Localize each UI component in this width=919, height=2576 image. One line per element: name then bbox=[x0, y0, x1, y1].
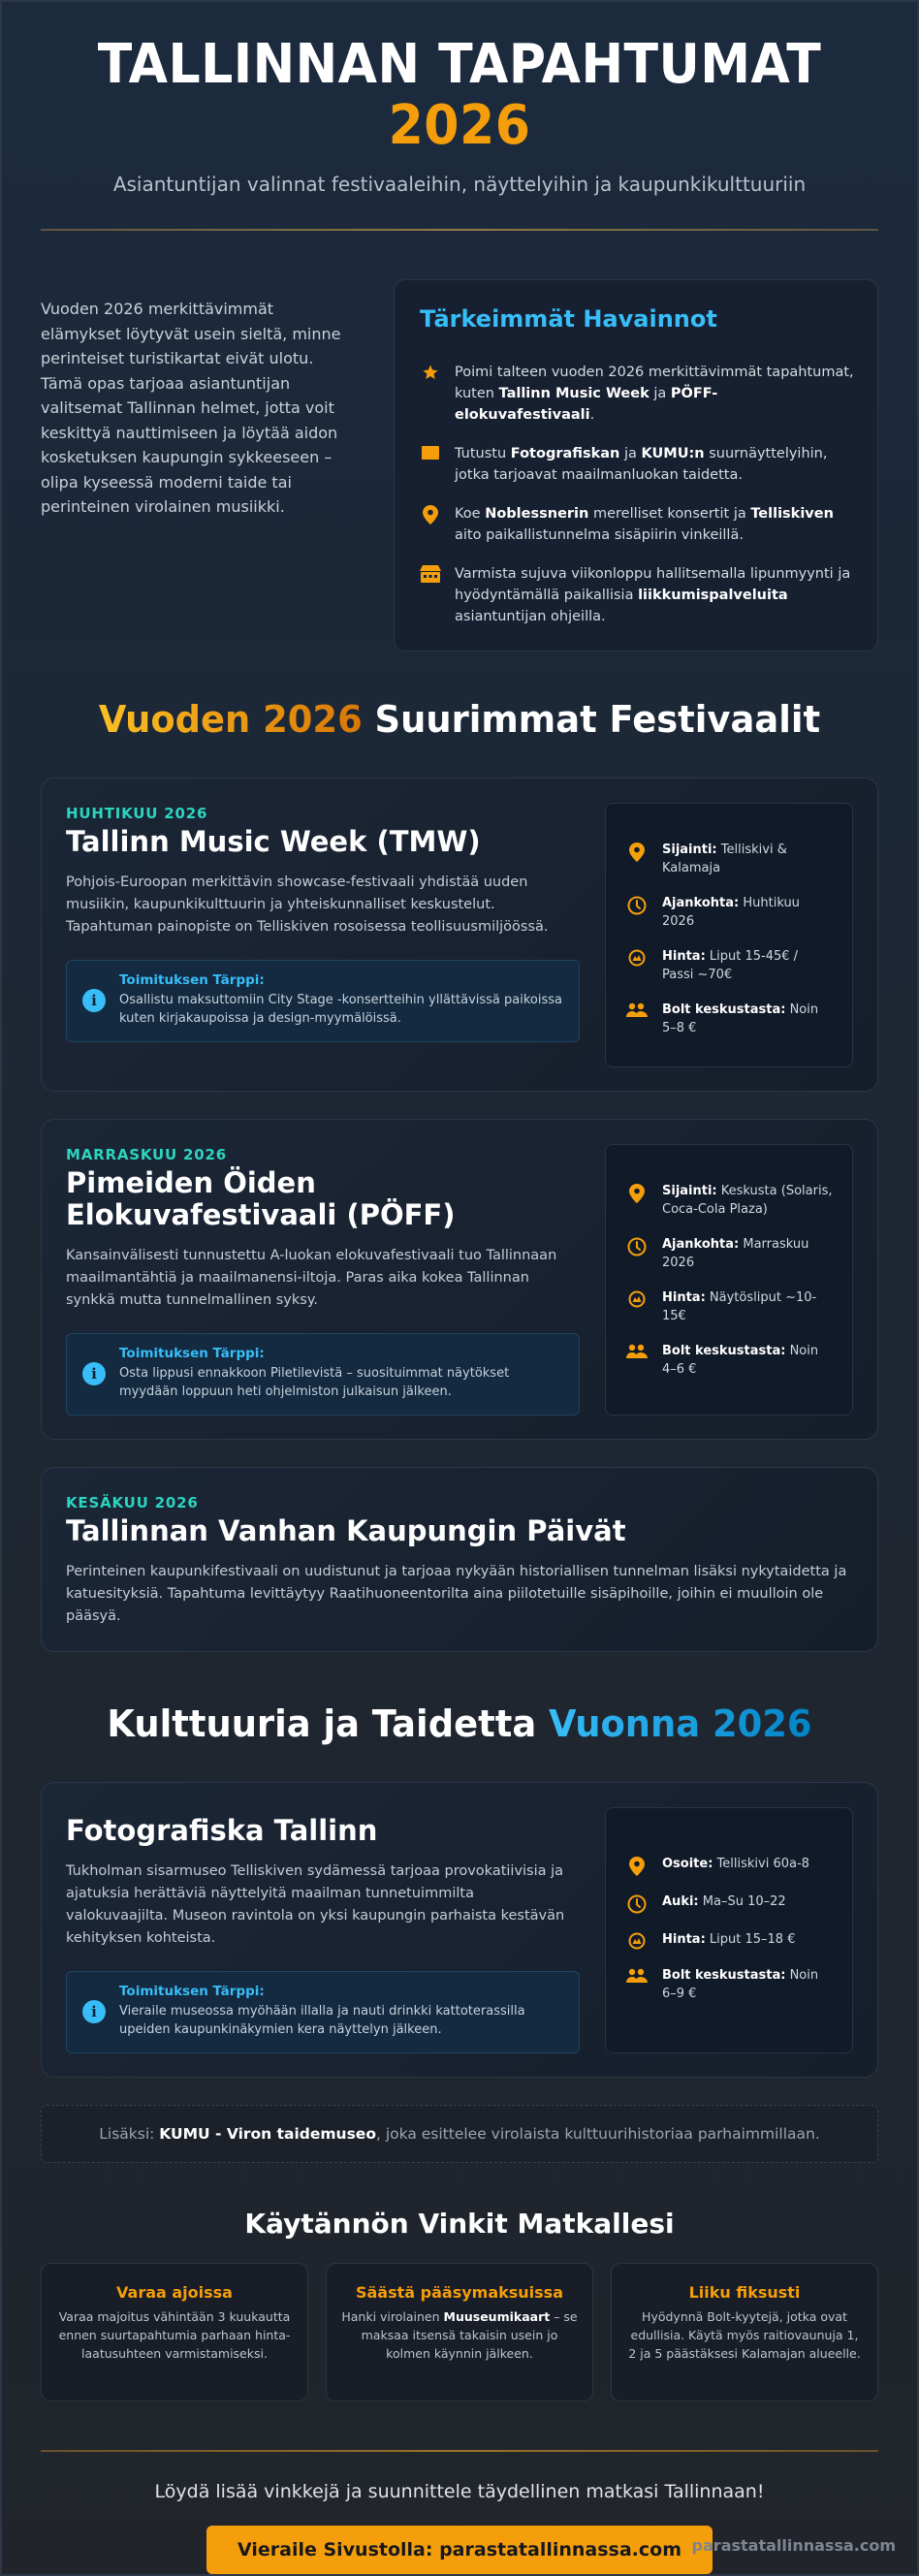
editor-tip bbox=[66, 1971, 580, 2053]
highlight-item: Koe Noblessnerin merelliset konsertit ja Telliskiven aito paikallistunnelma sisäpiirin vinkeillä. bbox=[420, 503, 854, 546]
clock-icon bbox=[625, 1892, 649, 1914]
event-facts-panel bbox=[605, 1144, 853, 1415]
event-title: Pimeiden Öiden Elokuvafestivaali (PÖFF) bbox=[66, 1166, 456, 1231]
culture-description: Tukholman sisarmuseo Telliskiven sydämessä tarjoaa provokatiivisia ja ajatuksia herättäviä näyttelyitä maailman tunnetuimmilta valokuvaajilta. Museon ravintola on yksi kaupungin parhaista kestävän kehityksen kohteista. bbox=[66, 1863, 565, 1946]
tip-text: Vieraile museossa myöhään illalla ja nauti drinkki kattoterassilla upeiden kaupunkinäkymien kera näyttelyn jälkeen. bbox=[119, 2004, 525, 2037]
page-title-text: TALLINNAN TAPAHTUMAT bbox=[97, 33, 822, 96]
page bbox=[2, 2, 917, 2574]
footer-divider bbox=[41, 2450, 878, 2452]
tip-label: Toimituksen Tärppi: bbox=[119, 972, 265, 988]
tip-text: Osallistu maksuttomiin City Stage -konsertteihin yllättävissä paikoissa kuten kirjakaupoissa ja design-myymälöissä. bbox=[119, 993, 562, 1026]
event-card-poff bbox=[41, 1119, 878, 1440]
intro-text: Vuoden 2026 merkittävimmät elämykset löytyvät usein sieltä, minne perinteiset turistikartat eivät ulotu. Tämä opas tarjoaa asiantuntijan valitsemat Tallinnan helmet, jotta voit keskittyä nauttimiseen ja löytää aidon kosketuksen kaupungin sykkeeseen – olipa kyseessä moderni taide tai perinteinen virolainen musiikki. bbox=[41, 300, 341, 516]
tip-card-text: Hanki virolainen Muuseumikaart – se maksaa itsensä takaisin usein jo kolmen käynnin jälkeen. bbox=[341, 2309, 578, 2361]
key-highlights-box bbox=[394, 279, 878, 652]
event-facts-panel bbox=[605, 803, 853, 1067]
clock-icon bbox=[625, 894, 649, 931]
event-date: MARRASKUU 2026 bbox=[66, 1146, 227, 1163]
gallery-icon bbox=[420, 443, 441, 486]
culture-section-title: Kulttuuria ja Taidetta Vuonna 2026 bbox=[107, 1702, 812, 1745]
info-icon: i bbox=[82, 1362, 106, 1385]
users-icon bbox=[625, 1001, 649, 1037]
culture-card-fotografiska bbox=[41, 1782, 878, 2078]
tip-card-text: Varaa majoitus vähintään 3 kuukautta ennen suurtapahtumia parhaan hinta-laatusuhteen varmistamiseksi. bbox=[58, 2309, 291, 2361]
fact-opening-hours: Auki: Ma–Su 10–22 bbox=[625, 1892, 833, 1914]
tip-card-text: Hyödynnä Bolt-kyytejä, jotka ovat edullisia. Käytä myös raitiovaunuja 1, 2 ja 5 päästäksesi Kalamajan alueelle. bbox=[628, 2309, 861, 2361]
event-card-old-town-days bbox=[41, 1467, 878, 1652]
tip-label: Toimituksen Tärppi: bbox=[119, 1984, 265, 1999]
tip-card-title: Säästä pääsymaksuissa bbox=[355, 2283, 563, 2302]
event-date: HUHTIKUU 2026 bbox=[66, 805, 208, 822]
clock-icon bbox=[625, 1235, 649, 1272]
event-date: KESÄKUU 2026 bbox=[66, 1494, 199, 1511]
map-pin-icon bbox=[625, 1182, 649, 1219]
footer-text: Löydä lisää vinkkejä ja suunnittele täydellinen matkasi Tallinnaan! bbox=[154, 2481, 765, 2502]
info-icon: i bbox=[82, 2000, 106, 2023]
tip-label: Toimituksen Tärppi: bbox=[119, 1346, 265, 1361]
tip-card-title: Liiku fiksusti bbox=[688, 2283, 801, 2302]
intro-section bbox=[41, 279, 878, 652]
extra-note-kumu: Lisäksi: KUMU - Viron taidemuseo, joka esittelee virolaista kulttuurihistoriaa parhaimmillaan. bbox=[41, 2105, 878, 2163]
fact-location: Sijainti: Telliskivi & Kalamaja bbox=[625, 841, 833, 877]
fact-bolt: Bolt keskustasta: Noin 6–9 € bbox=[625, 1966, 833, 2003]
ticket-price-icon bbox=[625, 1288, 649, 1325]
highlight-item: Poimi talteen vuoden 2026 merkittävimmät tapahtumat, kuten Tallinn Music Week ja PÖFF-elokuvafestivaali. bbox=[420, 362, 854, 426]
festivals-section-title: Vuoden 2026 Suurimmat Festivaalit bbox=[98, 698, 821, 741]
event-description: Kansainvälisesti tunnustettu A-luokan elokuvafestivaali tuo Tallinnaan maailmantähtiä ja maailmanensi-iltoja. Paras aika kokea Tallinnan synkkä mutta tunnelmallinen syksy. bbox=[66, 1248, 557, 1308]
tip-card-move-smart bbox=[611, 2263, 878, 2401]
highlight-item: Varmista sujuva viikonloppu hallitsemalla lipunmyynti ja hyödyntämällä paikallisia liikkumispalveluita asiantuntijan ohjeilla. bbox=[420, 563, 854, 627]
watermark: parastatallinnassa.com bbox=[691, 2536, 896, 2555]
tip-card-title: Varaa ajoissa bbox=[116, 2283, 233, 2302]
event-description: Perinteinen kaupunkifestivaali on uudistunut ja tarjoaa nykyään historiallisen tunnelman lisäksi nykytaidetta ja katuesityksiä. Tapahtuma levittäytyy Raatihuoneentorilta aina piilotetuille sisäpihoille, joihin ei muulloin ole pääsyä. bbox=[66, 1564, 847, 1624]
page-title bbox=[70, 35, 849, 157]
header-divider bbox=[41, 229, 878, 231]
tip-card-save-admission bbox=[326, 2263, 593, 2401]
map-pin-icon bbox=[625, 1855, 649, 1876]
editor-tip bbox=[66, 960, 580, 1042]
info-icon: i bbox=[82, 989, 106, 1012]
ticket-price-icon bbox=[625, 947, 649, 984]
editor-tip bbox=[66, 1333, 580, 1415]
fact-time: Ajankohta: Marraskuu 2026 bbox=[625, 1235, 833, 1272]
event-title: Tallinnan Vanhan Kaupungin Päivät bbox=[66, 1514, 626, 1547]
footer bbox=[41, 2450, 878, 2574]
hero-header bbox=[41, 2, 878, 231]
ticket-price-icon bbox=[625, 1930, 649, 1950]
fact-price: Hinta: Liput 15–18 € bbox=[625, 1930, 833, 1950]
shop-icon bbox=[420, 563, 441, 627]
visit-website-button[interactable]: Vieraile Sivustolla: parastatallinnassa.com bbox=[206, 2526, 713, 2574]
culture-facts-panel bbox=[605, 1807, 853, 2053]
highlights-title: Tärkeimmät Havainnot bbox=[420, 305, 717, 333]
page-subtitle: Asiantuntijan valinnat festivaaleihin, näyttelyihin ja kaupunkikulttuuriin bbox=[112, 173, 807, 196]
highlight-item: Tutustu Fotografiskan ja KUMU:n suurnäyttelyihin, jotka tarjoavat maailmanluokan taidetta. bbox=[420, 443, 854, 486]
tip-card-book-early bbox=[41, 2263, 308, 2401]
star-icon bbox=[420, 362, 441, 426]
fact-price: Hinta: Liput 15-45€ / Passi ~70€ bbox=[625, 947, 833, 984]
event-card-tmw bbox=[41, 778, 878, 1092]
culture-title: Fotografiska Tallinn bbox=[66, 1814, 378, 1847]
users-icon bbox=[625, 1342, 649, 1379]
tip-text: Osta lippusi ennakkoon Piletilevistä – suosituimmat näytökset myydään loppuun heti ohjelmiston julkaisun jälkeen. bbox=[119, 1366, 510, 1399]
fact-price: Hinta: Näytösliput ~10-15€ bbox=[625, 1288, 833, 1325]
fact-address: Osoite: Telliskivi 60a-8 bbox=[625, 1855, 833, 1876]
fact-bolt: Bolt keskustasta: Noin 4–6 € bbox=[625, 1342, 833, 1379]
map-pin-icon bbox=[420, 503, 441, 546]
event-title: Tallinn Music Week (TMW) bbox=[66, 825, 481, 858]
tips-grid bbox=[41, 2263, 878, 2401]
fact-bolt: Bolt keskustasta: Noin 5–8 € bbox=[625, 1001, 833, 1037]
event-description: Pohjois-Euroopan merkittävin showcase-festivaali yhdistää uuden musiikin, kaupunkikulttuurin ja yhteiskunnalliset keskustelut. Tapahtuman painopiste on Telliskiven rosoisessa teollisuusmiljöössä. bbox=[66, 875, 549, 935]
fact-location: Sijainti: Keskusta (Solaris, Coca-Cola Plaza) bbox=[625, 1182, 833, 1219]
page-title-year: 2026 bbox=[388, 94, 531, 157]
fact-time: Ajankohta: Huhtikuu 2026 bbox=[625, 894, 833, 931]
map-pin-icon bbox=[625, 841, 649, 877]
tips-section-title: Käytännön Vinkit Matkallesi bbox=[244, 2208, 675, 2240]
users-icon bbox=[625, 1966, 649, 2003]
